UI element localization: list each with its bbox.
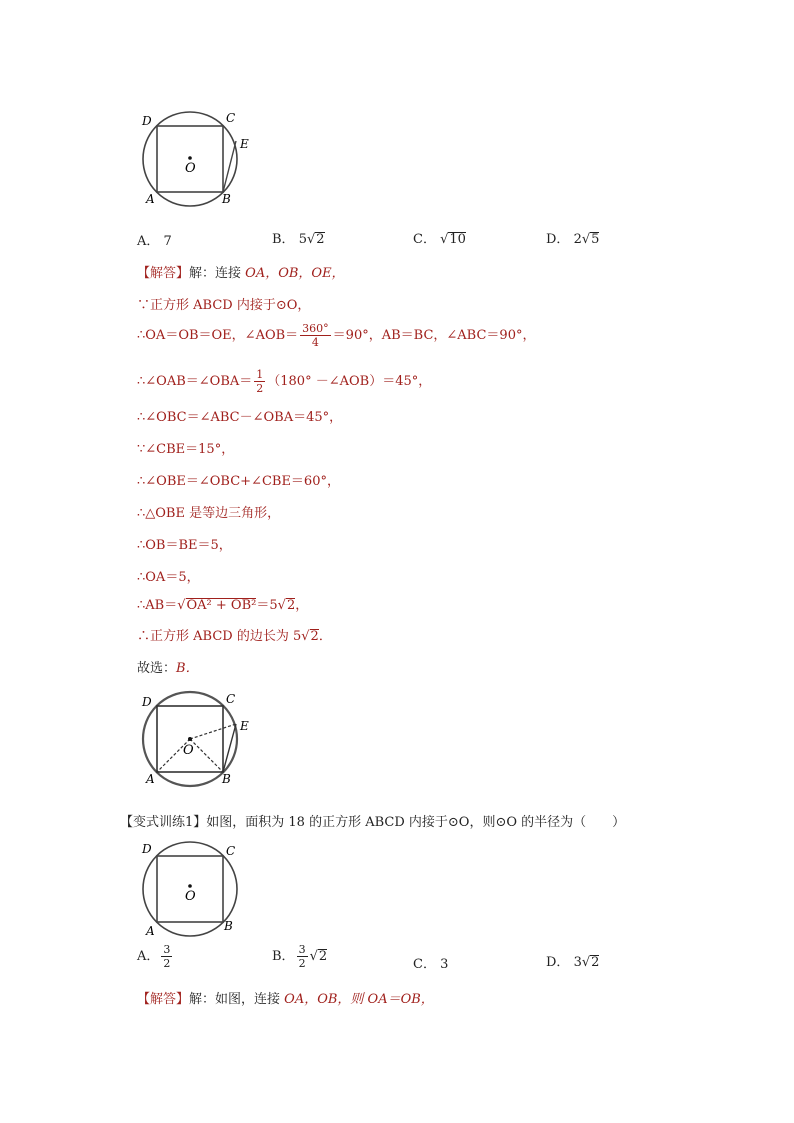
solution2-intro: 【解答】解：如图，连接 OA，OB，则 OA＝OB， xyxy=(137,992,434,1007)
option-c[interactable]: C． √10 xyxy=(413,232,466,247)
solution-line-3: ∴∠OAB＝∠OBA＝ $\frac{1}{2}$ （180° －∠AOB）＝45°， xyxy=(137,368,432,395)
label-d: D xyxy=(142,842,152,856)
figure-solution xyxy=(137,688,257,788)
label-a: A xyxy=(146,924,155,938)
label-o: O xyxy=(185,161,196,176)
solution-line-4: ∴∠OBC＝∠ABC－∠OBA＝45°， xyxy=(137,410,343,425)
label-e: E xyxy=(240,719,249,733)
option2-d[interactable]: D． 3√2 xyxy=(546,955,600,970)
option-d[interactable]: D． 2√5 xyxy=(546,232,600,247)
option2-b[interactable]: B． $\frac{3}{2}$ √2 xyxy=(272,943,328,970)
center-point xyxy=(188,156,192,160)
label-o: O xyxy=(183,743,194,758)
center-point xyxy=(188,737,192,741)
segment-oe xyxy=(190,724,236,739)
solution-line-5: ∵∠CBE＝15°， xyxy=(137,442,235,457)
solution-line-6: ∴∠OBE＝∠OBC+∠CBE＝60°， xyxy=(137,474,340,489)
solution-line-10: ∴AB＝√OA² + OB²＝5√2， xyxy=(137,598,309,613)
center-point xyxy=(188,884,192,888)
label-d: D xyxy=(142,114,152,128)
option2-c[interactable]: C． 3 xyxy=(413,957,449,972)
label-b: B xyxy=(224,919,233,933)
option-b[interactable]: B． 5√2 xyxy=(272,232,325,247)
solution-line-8: ∴OB＝BE＝5， xyxy=(137,538,232,553)
figure-variant xyxy=(137,838,257,938)
label-d: D xyxy=(142,695,152,709)
segment-ob xyxy=(190,739,223,772)
solution-line-11: ∴正方形 ABCD 的边长为 5√2． xyxy=(137,629,332,644)
solution-choice: 故选：B． xyxy=(137,661,199,676)
label-e: E xyxy=(240,137,249,151)
label-a: A xyxy=(146,192,155,206)
solution-line-7: ∴△OBE 是等边三角形， xyxy=(137,506,281,521)
figure-circle-square-e xyxy=(137,108,257,208)
variant-question: 【变式训练1】如图，面积为 18 的正方形 ABCD 内接于⊙O，则⊙O 的半径为（ ） xyxy=(120,815,626,830)
solution-line-9: ∴OA＝5， xyxy=(137,570,200,585)
label-c: C xyxy=(226,692,236,706)
label-a: A xyxy=(146,772,155,786)
label-c: C xyxy=(226,844,236,858)
label-b: B xyxy=(222,772,231,786)
solution-line-2: ∴OA＝OB＝OE，∠AOB＝ $\frac{360^\circ}{4}$ ＝90°，AB＝BC，∠ABC＝90°， xyxy=(137,322,536,349)
label-o: O xyxy=(185,889,196,904)
label-b: B xyxy=(222,192,231,206)
label-c: C xyxy=(226,111,236,125)
option2-a[interactable]: A． $\frac{3}{2}$ xyxy=(137,943,171,970)
solution-line-1: ∵正方形 ABCD 内接于⊙O， xyxy=(137,298,311,313)
solution-intro: 【解答】解：连接 OA，OB，OE， xyxy=(137,266,345,281)
option-a[interactable]: A． 7 xyxy=(137,234,172,249)
